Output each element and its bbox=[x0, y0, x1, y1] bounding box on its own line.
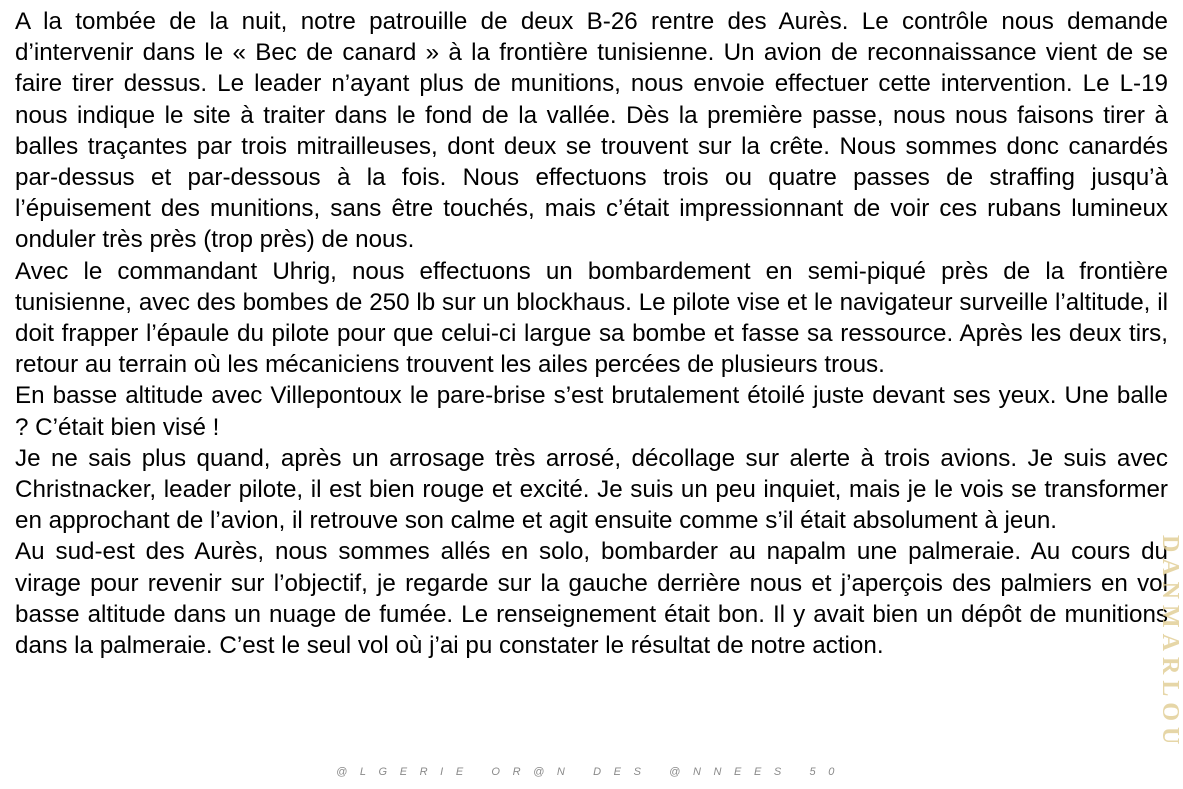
paragraph: Je ne sais plus quand, après un arrosage très arrosé, décollage sur alerte à trois avions. Je suis avec Christnacker, leader pilote, il est bien rouge et excité. Je suis un peu inquiet, mais je le vois se transformer en approchant de l’avion, il retrouve son calme et agit ensuite comme s’il était absolument à jeun. bbox=[15, 444, 1168, 535]
watermark-text: DANMARLOU bbox=[1157, 535, 1183, 751]
document-body bbox=[15, 6, 1168, 661]
paragraph: A la tombée de la nuit, notre patrouille de deux B-26 rentre des Aurès. Le contrôle nous demande d’intervenir dans le « Bec de canard » à la frontière tunisienne. Un avion de reconnaissance vient de se faire tirer dessus. Le leader n’ayant plus de munitions, nous envoie effectuer cette intervention. Le L-19 nous indique le site à traiter dans le fond de la vallée. Dès la première passe, nous nous faisons tirer à balles traçantes par trois mitrailleuses, dont deux se trouvent sur la crête. Nous sommes donc canardés par-dessus et par-dessous à la fois. Nous effectuons trois ou quatre passes de straffing jusqu’à l’épuisement des munitions, sans être touchés, mais c’était impressionnant de voir ces rubans lumineux onduler très près (trop près) de nous. bbox=[15, 8, 1168, 254]
page-footer: @LGERIE OR@N DES @NNEES 50 bbox=[336, 766, 847, 778]
vertical-watermark bbox=[1158, 535, 1183, 755]
paragraph: Au sud-est des Aurès, nous sommes allés en solo, bombarder au napalm une palmeraie. Au cours du virage pour revenir sur l’objectif, je regarde sur la gauche derrière nous et j’aperçois des palmiers en vol basse altitude dans un nuage de fumée. Le renseignement était bon. Il y avait bien un dépôt de munitions dans la palmeraie. C’est le seul vol où j’ai pu constater le résultat de notre action. bbox=[15, 538, 1168, 660]
paragraph: Avec le commandant Uhrig, nous effectuons un bombardement en semi-piqué près de la frontière tunisienne, avec des bombes de 250 lb sur un blockhaus. Le pilote vise et le navigateur surveille l’altitude, il doit frapper l’épaule du pilote pour que celui-ci largue sa bombe et fasse sa ressource. Après les deux tirs, retour au terrain où les mécaniciens trouvent les ailes percées de plusieurs trous. bbox=[15, 257, 1168, 379]
paragraph: En basse altitude avec Villepontoux le pare-brise s’est brutalement étoilé juste devant ses yeux. Une balle ? C’était bien visé ! bbox=[15, 382, 1168, 441]
